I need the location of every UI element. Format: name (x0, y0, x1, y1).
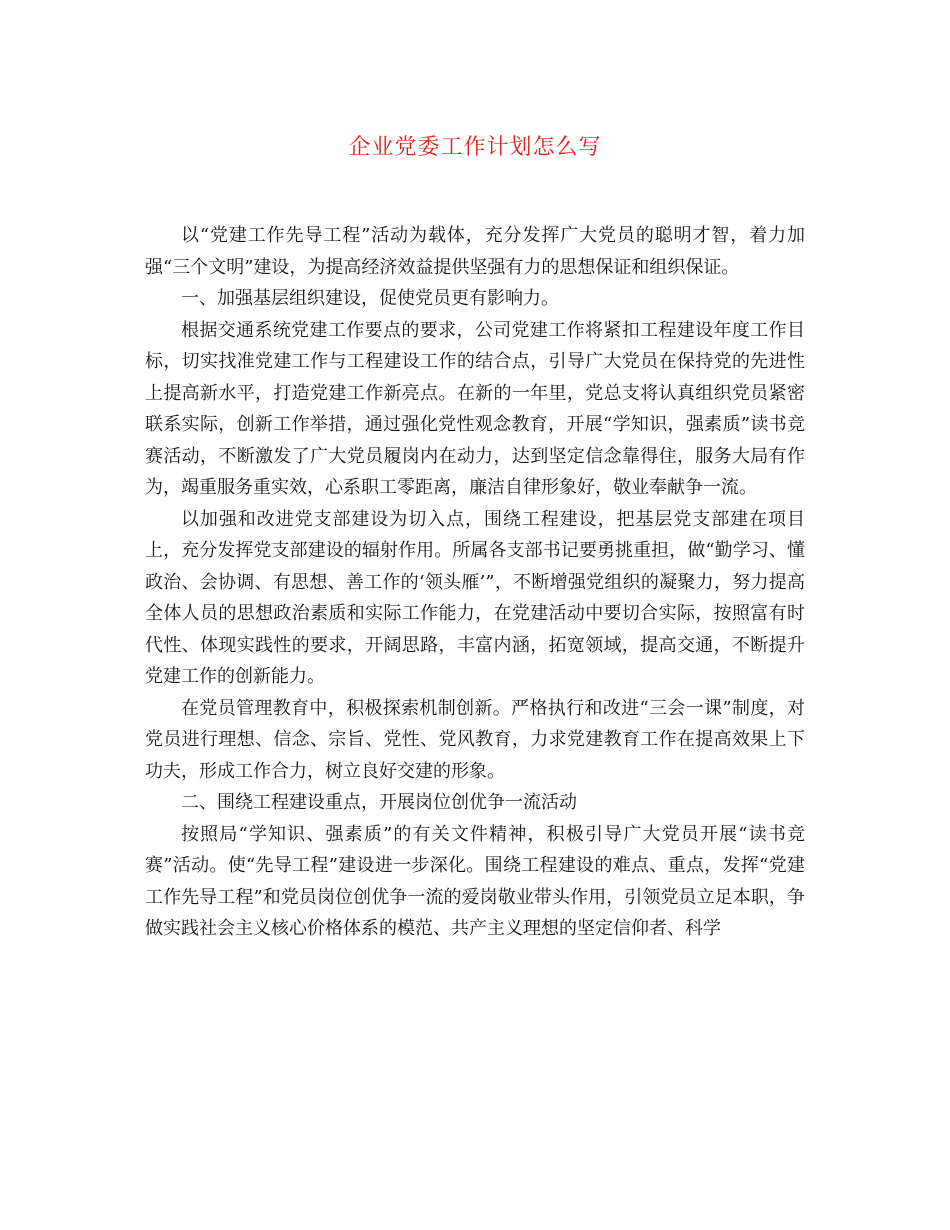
paragraph-section1-a: 根据交通系统党建工作要点的要求，公司党建工作将紧扣工程建设年度工作目标，切实找准党建工作与工程建设工作的结合点，引导广大党员在保持党的先进性上提高新水平，打造党建工作新亮点。在新的一年里，党总支将认真组织党员紧密联系实际，创新工作举措，通过强化党性观念教育，开展“学知识，强素质”读书竞赛活动，不断激发了广大党员履岗内在动力，达到坚定信念靠得住，服务大局有作为，竭重服务重实效，心系职工零距离，廉洁自律形象好，敬业奉献争一流。 (145, 319, 805, 498)
document-body (145, 220, 805, 945)
section-heading-1: 一、加强基层组织建设，促使党员更有影响力。 (181, 288, 559, 309)
paragraph-section1-b: 以加强和改进党支部建设为切入点，围绕工程建设，把基层党支部建在项目上，充分发挥党支部建设的辐射作用。所属各支部书记要勇挑重担，做“勤学习、懂政治、会协调、有思想、善工作的‘领头雁’”，不断增强党组织的凝聚力，努力提高全体人员的思想政治素质和实际工作能力，在党建活动中要切合实际，按照富有时代性、体现实践性的要求，开阔思路，丰富内涵，拓宽领域，提高交通，不断提升党建工作的创新能力。 (145, 508, 805, 687)
paragraph-intro: 以“党建工作先导工程”活动为载体，充分发挥广大党员的聪明才智，着力加强“三个文明”建设，为提高经济效益提供坚强有力的思想保证和组织保证。 (145, 225, 805, 278)
paragraph-section2-a: 按照局“学知识、强素质”的有关文件精神，积极引导广大党员开展“读书竞赛”活动。使“先导工程”建设进一步深化。围绕工程建设的难点、重点，发挥“党建工作先导工程”和党员岗位创优争一流的爱岗敬业带头作用，引领党员立足本职，争做实践社会主义核心价格体系的模范、共产主义理想的坚定信仰者、科学 (145, 823, 805, 939)
document-title: 企业党委工作计划怎么写 (348, 135, 602, 160)
paragraph-section1-c: 在党员管理教育中，积极探索机制创新。严格执行和改进“三会一课”制度，对党员进行理想、信念、宗旨、党性、党风教育，力求党建教育工作在提高效果上下功夫，形成工作合力，树立良好交建的形象。 (145, 697, 805, 782)
section-heading-2: 二、围绕工程建设重点，开展岗位创优争一流活动 (181, 792, 577, 813)
